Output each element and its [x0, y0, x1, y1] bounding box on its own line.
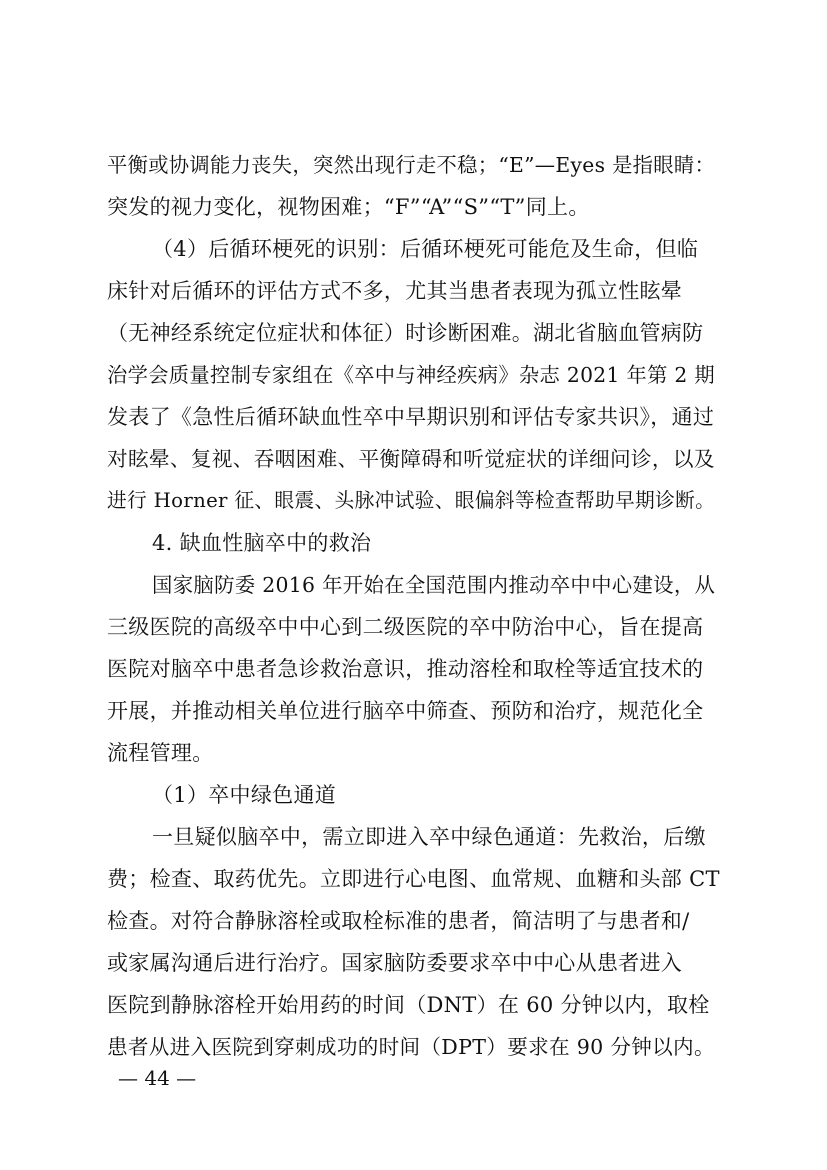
text-line	[0, 607, 827, 647]
line-text: （无神经系统定位症状和体征）时诊断困难。湖北省脑血管病防	[107, 321, 704, 345]
text-line	[0, 439, 827, 479]
line-text: 检查。对符合静脉溶栓或取栓标准的患者，简洁明了与患者和/	[107, 909, 690, 933]
line-text: 进行 Horner 征、眼震、头脉冲试验、眼偏斜等检查帮助早期诊断。	[107, 489, 716, 512]
text-line	[0, 985, 827, 1025]
line-text: 费；检查、取药优先。立即进行心电图、血常规、血糖和头部 CT	[107, 867, 720, 891]
page-number: — 44 —	[118, 1066, 197, 1090]
line-text: 发表了《急性后循环缺血性卒中早期识别和评估专家共识》，通过	[107, 405, 715, 429]
line-text: （4）后循环梗死的识别：后循环梗死可能危及生命，但临	[152, 237, 699, 261]
text-line	[0, 187, 827, 227]
line-text: 流程管理。	[107, 741, 214, 765]
text-line	[0, 229, 827, 269]
line-text: 三级医院的高级卒中中心到二级医院的卒中防治中心，旨在提高	[107, 615, 704, 639]
text-line	[0, 271, 827, 311]
line-text: 患者从进入医院到穿刺成功的时间（DPT）要求在 90 分钟以内。	[107, 1035, 715, 1059]
line-text: 一旦疑似脑卒中，需立即进入卒中绿色通道：先救治，后缴	[152, 825, 706, 849]
text-line	[0, 859, 827, 899]
line-text: 床针对后循环的评估方式不多，尤其当患者表现为孤立性眩晕	[107, 279, 683, 303]
text-line	[0, 397, 827, 437]
section-heading-line	[0, 523, 827, 563]
section-heading: 4. 缺血性脑卒中的救治	[152, 531, 372, 555]
text-line	[0, 943, 827, 983]
line-text: 或家属沟通后进行治疗。国家脑防委要求卒中中心从患者进入	[107, 951, 683, 975]
line-text: 医院对脑卒中患者急诊救治意识，推动溶栓和取栓等适宜技术的	[107, 657, 704, 681]
text-line	[0, 565, 827, 605]
text-line	[0, 691, 827, 731]
text-line	[0, 817, 827, 857]
subsection-heading: （1）卒中绿色通道	[152, 783, 337, 807]
line-text: 对眩晕、复视、吞咽困难、平衡障碍和听觉症状的详细问诊，以及	[107, 447, 715, 471]
text-line	[0, 145, 827, 185]
text-line	[0, 901, 827, 941]
text-line	[0, 733, 827, 773]
line-text: 国家脑防委 2016 年开始在全国范围内推动卒中中心建设，从	[152, 573, 716, 597]
line-text: 医院到静脉溶栓开始用药的时间（DNT）在 60 分钟以内，取栓	[107, 993, 710, 1017]
subsection-heading-line	[0, 775, 827, 815]
text-line	[0, 481, 827, 521]
text-line	[0, 355, 827, 395]
text-line	[0, 649, 827, 689]
text-line	[0, 313, 827, 353]
line-text: 开展，并推动相关单位进行脑卒中筛查、预防和治疗，规范化全	[107, 699, 704, 723]
line-text: 平衡或协调能力丧失，突然出现行走不稳；“E”—Eyes 是指眼睛：	[107, 153, 716, 177]
line-text: 突发的视力变化，视物困难；“F”“A”“S”“T”同上。	[107, 195, 590, 219]
line-text: 治学会质量控制专家组在《卒中与神经疾病》杂志 2021 年第 2 期	[107, 363, 715, 387]
